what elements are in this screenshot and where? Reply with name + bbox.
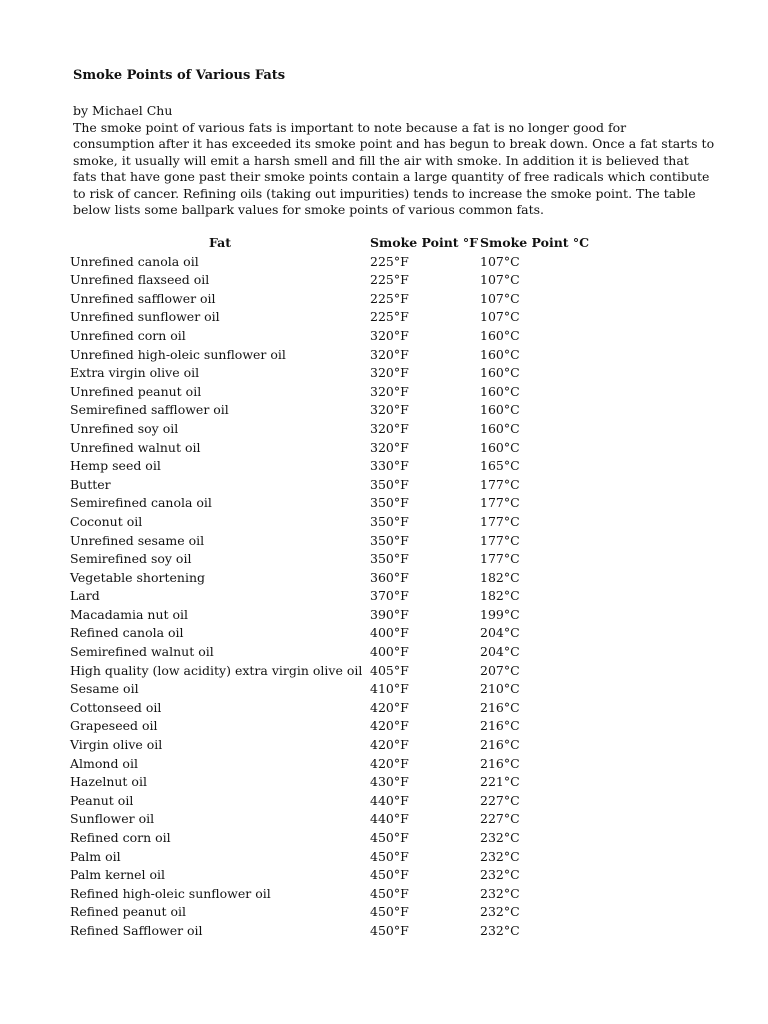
smoke-point-c-cell: 177°C [480,476,520,492]
smoke-point-c-cell: 160°C [480,420,520,436]
fat-name-cell: Semirefined canola oil [70,495,212,511]
table-row [70,550,600,569]
smoke-point-c-cell: 177°C [480,532,520,548]
fat-name-cell: Unrefined high-oleic sunflower oil [70,346,286,362]
smoke-point-c-cell: 165°C [480,458,520,474]
smoke-point-c-cell: 160°C [480,402,520,418]
fat-name-cell: Cottonseed oil [70,699,162,715]
smoke-point-f-cell: 320°F [370,420,409,436]
table-row [70,383,600,402]
fat-name-cell: Sunflower oil [70,811,155,827]
table-row [70,290,600,309]
fat-name-cell: Vegetable shortening [70,569,206,585]
smoke-point-f-cell: 320°F [370,365,409,381]
intro-line: smoke, it usually will emit a harsh smell and fill the air with smoke. In addition it is believed that [73,152,689,168]
header-smoke-point-f: Smoke Point °F [370,235,479,250]
table-row [70,848,600,867]
table-row [70,569,600,588]
fat-name-cell: Refined canola oil [70,625,184,641]
fat-name-cell: Macadamia nut oil [70,606,189,622]
smoke-point-c-cell: 227°C [480,811,520,827]
table-row [70,755,600,774]
smoke-point-f-cell: 350°F [370,513,409,529]
smoke-point-f-cell: 450°F [370,885,409,901]
smoke-point-c-cell: 210°C [480,681,520,697]
fat-name-cell: Unrefined sesame oil [70,532,205,548]
smoke-point-c-cell: 216°C [480,699,520,715]
fat-name-cell: Refined Safflower oil [70,922,203,938]
table-row [70,253,600,272]
smoke-point-c-cell: 160°C [480,365,520,381]
fat-name-cell: Sesame oil [70,681,139,697]
smoke-point-f-cell: 320°F [370,346,409,362]
table-row [70,308,600,327]
smoke-point-c-cell: 107°C [480,272,520,288]
table-row [70,513,600,532]
smoke-point-f-cell: 225°F [370,253,409,269]
smoke-point-c-cell: 107°C [480,309,520,325]
fat-name-cell: Hazelnut oil [70,774,147,790]
header-fat: Fat [208,235,232,250]
table-row [70,271,600,290]
table-row [70,587,600,606]
table-row [70,420,600,439]
fat-name-cell: Almond oil [70,755,138,771]
fat-name-cell: Butter [70,476,111,492]
smoke-point-f-cell: 405°F [370,662,409,678]
fat-name-cell: Palm kernel oil [70,867,166,883]
fat-name-cell: Unrefined flaxseed oil [70,272,210,288]
smoke-point-f-cell: 420°F [370,718,409,734]
smoke-point-c-cell: 182°C [480,588,520,604]
smoke-point-f-cell: 450°F [370,904,409,920]
smoke-point-c-cell: 227°C [480,792,520,808]
smoke-point-f-cell: 320°F [370,327,409,343]
fat-name-cell: Unrefined sunflower oil [70,309,220,325]
table-row [70,346,600,365]
fat-name-cell: Hemp seed oil [70,458,161,474]
fat-name-cell: Unrefined canola oil [70,253,199,269]
smoke-point-f-cell: 370°F [370,588,409,604]
smoke-point-f-cell: 400°F [370,644,409,660]
fat-name-cell: Unrefined soy oil [70,420,179,436]
smoke-point-c-cell: 216°C [480,737,520,753]
fat-name-cell: Unrefined walnut oil [70,439,201,455]
intro-text [73,103,713,219]
smoke-point-c-cell: 204°C [480,625,520,641]
fat-name-cell: Peanut oil [70,792,134,808]
fat-name-cell: Refined peanut oil [70,904,187,920]
table-row [70,327,600,346]
smoke-point-f-cell: 320°F [370,402,409,418]
table-row [70,457,600,476]
smoke-point-f-cell: 450°F [370,848,409,864]
smoke-point-f-cell: 420°F [370,755,409,771]
smoke-point-f-cell: 410°F [370,681,409,697]
table-row [70,364,600,383]
table-row [70,680,600,699]
smoke-point-c-cell: 160°C [480,439,520,455]
table-row [70,903,600,922]
smoke-point-c-cell: 177°C [480,513,520,529]
table-row [70,439,600,458]
smoke-point-c-cell: 221°C [480,774,520,790]
table-row [70,792,600,811]
intro-line: The smoke point of various fats is important to note because a fat is no longer good for [73,119,627,135]
header-smoke-point-c: Smoke Point °C [480,235,590,250]
intro-line: to risk of cancer. Refining oils (taking out impurities) tends to increase the smoke point. The table [73,185,696,201]
smoke-point-f-cell: 390°F [370,606,409,622]
fat-name-cell: Refined high-oleic sunflower oil [70,885,271,901]
fat-name-cell: Virgin olive oil [70,737,163,753]
intro-line: below lists some ballpark values for smoke points of various common fats. [73,202,545,217]
table-row [70,885,600,904]
fat-name-cell: Semirefined walnut oil [70,644,214,660]
smoke-point-c-cell: 207°C [480,662,520,678]
smoke-point-f-cell: 320°F [370,439,409,455]
fat-name-cell: Lard [70,588,100,604]
smoke-point-c-cell: 182°C [480,569,520,585]
smoke-point-f-cell: 225°F [370,272,409,288]
smoke-point-c-cell: 177°C [480,495,520,511]
smoke-point-f-cell: 320°F [370,383,409,399]
table-header-row [70,234,600,253]
fat-name-cell: Palm oil [70,848,121,864]
fat-name-cell: Unrefined safflower oil [70,290,216,306]
table-row [70,810,600,829]
smoke-point-c-cell: 160°C [480,346,520,362]
smoke-point-f-cell: 360°F [370,569,409,585]
smoke-point-f-cell: 225°F [370,290,409,306]
smoke-point-f-cell: 225°F [370,309,409,325]
smoke-point-f-cell: 450°F [370,867,409,883]
byline: by Michael Chu [73,103,173,118]
table-row [70,717,600,736]
fat-name-cell: Extra virgin olive oil [70,365,200,381]
fat-name-cell: Semirefined safflower oil [70,402,229,418]
smoke-point-f-cell: 330°F [370,458,409,474]
fat-name-cell: Semirefined soy oil [70,551,192,567]
smoke-point-f-cell: 420°F [370,737,409,753]
table-body [70,253,600,941]
smoke-point-c-cell: 232°C [480,848,520,864]
fat-name-cell: Unrefined corn oil [70,327,186,343]
smoke-point-c-cell: 107°C [480,253,520,269]
smoke-point-c-cell: 216°C [480,755,520,771]
smoke-point-f-cell: 350°F [370,476,409,492]
fat-name-cell: Coconut oil [70,513,143,529]
smoke-point-f-cell: 400°F [370,625,409,641]
smoke-point-f-cell: 420°F [370,699,409,715]
table-row [70,662,600,681]
table-row [70,494,600,513]
smoke-point-c-cell: 232°C [480,867,520,883]
table-row [70,476,600,495]
fat-name-cell: Unrefined peanut oil [70,383,202,399]
smoke-point-f-cell: 350°F [370,532,409,548]
table-row [70,643,600,662]
smoke-point-c-cell: 177°C [480,551,520,567]
table-row [70,532,600,551]
table-row [70,866,600,885]
smoke-point-c-cell: 199°C [480,606,520,622]
smoke-point-f-cell: 450°F [370,922,409,938]
fat-name-cell: Refined corn oil [70,830,171,845]
intro-line: fats that have gone past their smoke points contain a large quantity of free radicals which contibute [73,169,710,184]
smoke-point-c-cell: 232°C [480,922,520,938]
table-row [70,736,600,755]
table-row [70,922,600,941]
table-row [70,773,600,792]
smoke-point-f-cell: 430°F [370,774,409,790]
fat-name-cell: High quality (low acidity) extra virgin olive oil [70,662,363,678]
smoke-point-c-cell: 160°C [480,327,520,343]
smoke-point-f-cell: 450°F [370,830,409,845]
smoke-point-c-cell: 204°C [480,644,520,660]
smoke-point-f-cell: 350°F [370,495,409,511]
smoke-point-f-cell: 350°F [370,551,409,567]
fat-name-cell: Grapeseed oil [70,718,158,734]
table-row [70,829,600,848]
smoke-point-c-cell: 107°C [480,290,520,306]
document-title: Smoke Points of Various Fats [73,68,286,83]
smoke-point-c-cell: 216°C [480,718,520,734]
table-row [70,401,600,420]
smoke-point-c-cell: 232°C [480,830,520,845]
table-row [70,624,600,643]
smoke-point-c-cell: 232°C [480,904,520,920]
smoke-point-c-cell: 160°C [480,383,520,399]
table-row [70,699,600,718]
smoke-point-c-cell: 232°C [480,885,520,901]
table-row [70,606,600,625]
intro-line: consumption after it has exceeded its smoke point and has begun to break down. Once a fat starts to [73,136,715,151]
smoke-point-f-cell: 440°F [370,811,409,827]
smoke-point-table [70,234,600,941]
smoke-point-f-cell: 440°F [370,792,409,808]
